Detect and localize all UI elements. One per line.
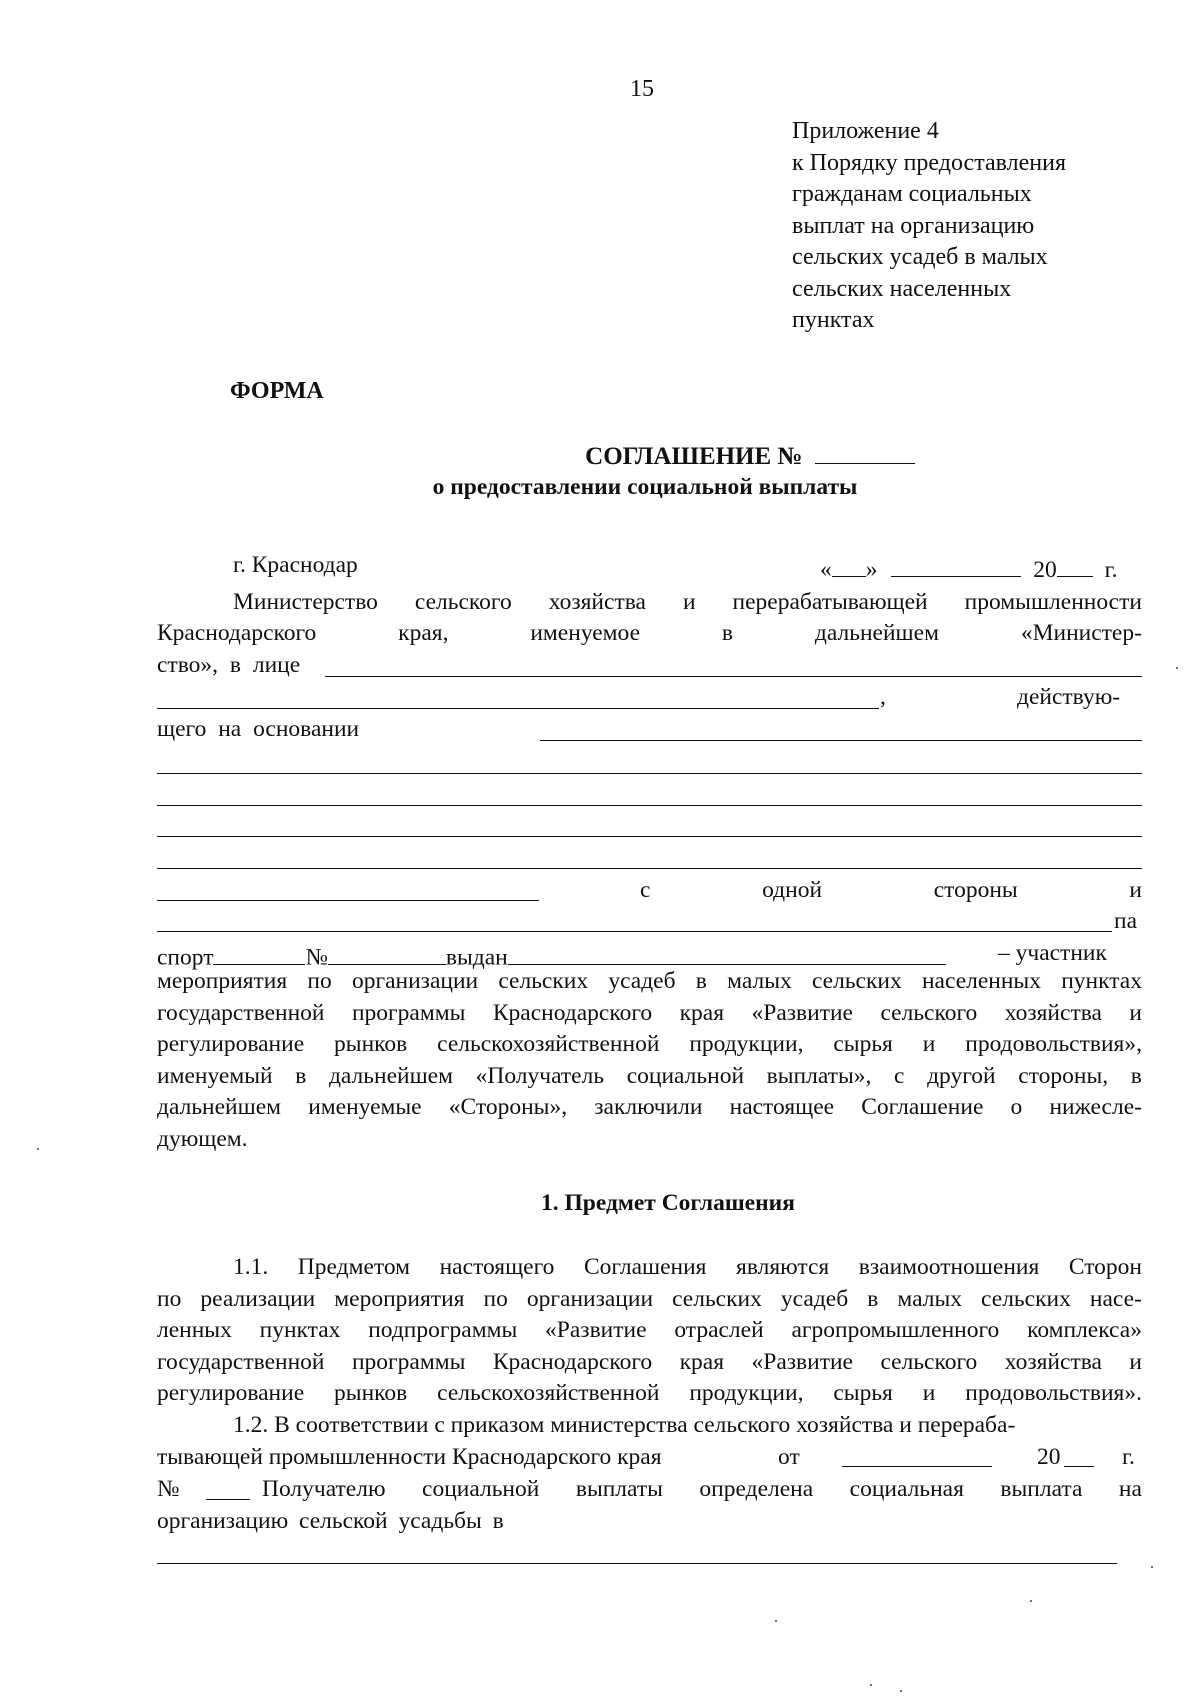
order-number-sign: №	[157, 1476, 180, 1502]
word: являются	[736, 1254, 830, 1280]
word: именуемый	[157, 1062, 273, 1089]
month-blank[interactable]	[891, 552, 1021, 577]
recipient-name-blank[interactable]	[157, 931, 1112, 932]
passport-issued-blank[interactable]	[508, 940, 946, 965]
body-line	[157, 1029, 1142, 1061]
word: усадеб	[608, 968, 676, 994]
word: выплаты	[575, 1476, 663, 1502]
word: сельского	[414, 589, 512, 615]
word: края	[679, 999, 725, 1026]
word: сельских	[811, 968, 902, 994]
word: «Развитие	[751, 999, 853, 1026]
word: в	[295, 1062, 307, 1089]
day-blank[interactable]	[832, 552, 866, 577]
word: стороны,	[1018, 1062, 1109, 1089]
word: Министерство	[233, 589, 378, 615]
scan-speck	[775, 1620, 777, 1622]
word: малых	[727, 968, 792, 994]
word: на	[1118, 1476, 1142, 1502]
party-blank[interactable]	[157, 900, 539, 901]
word: определена	[699, 1476, 814, 1502]
word: отраслей	[674, 1317, 764, 1343]
comma: ,	[880, 684, 886, 710]
word: края,	[398, 620, 449, 646]
acting-word: действую-	[1017, 684, 1121, 710]
word: дальнейшем	[814, 620, 939, 646]
body-line	[157, 1378, 1142, 1410]
word: хозяйства	[1004, 999, 1102, 1026]
body-line	[157, 1347, 1142, 1379]
paragraph-1-2-line-4: организацию сельской усадьбы в	[157, 1508, 504, 1534]
order-number-blank[interactable]	[206, 1499, 250, 1500]
word: промышленности	[964, 589, 1142, 615]
word: «Развитие	[751, 1348, 853, 1375]
blank-line[interactable]	[157, 836, 1142, 837]
order-from-word: от	[778, 1444, 800, 1470]
appendix-line: сельских усадеб в малых	[792, 244, 1048, 270]
word: регулирование	[157, 1380, 305, 1406]
year-blank[interactable]	[1057, 552, 1093, 577]
quote-open: «	[820, 556, 832, 583]
word: программы	[351, 1348, 466, 1375]
date-line	[820, 552, 1118, 584]
appendix-line: к Порядку предоставления	[792, 149, 1067, 176]
order-date-blank[interactable]	[842, 1466, 992, 1467]
word: выплаты»,	[766, 1062, 872, 1089]
scan-speck	[1176, 667, 1178, 669]
word: комплекса»	[1027, 1317, 1142, 1343]
word: и	[922, 1380, 936, 1406]
word: настоящего	[439, 1254, 555, 1280]
passport-hyphen-part: па	[1114, 908, 1138, 934]
blank-line[interactable]	[157, 805, 1142, 806]
word: Краснодарского	[492, 999, 653, 1026]
word: одной	[762, 877, 823, 903]
word: «Министер-	[1020, 620, 1142, 646]
word: именуемые	[308, 1094, 422, 1120]
intro-line-3: ство», в лице	[157, 652, 301, 678]
word: и	[1129, 999, 1142, 1026]
agreement-title-text: СОГЛАШЕНИЕ №	[585, 443, 803, 470]
word: и	[682, 589, 696, 615]
word: в	[721, 620, 734, 646]
word: сельскохозяйственной	[437, 1380, 660, 1406]
word: по	[307, 968, 332, 994]
body-line	[157, 998, 1142, 1030]
paragraph-1-2-line-3	[262, 1476, 1142, 1503]
word: организации	[351, 968, 479, 994]
word: сельских	[981, 1285, 1071, 1312]
word: Краснодарского	[157, 620, 317, 646]
word: «Получатель	[475, 1062, 605, 1089]
word: сельского	[880, 999, 978, 1026]
appendix-block	[792, 116, 1066, 337]
word: заключили	[594, 1094, 703, 1120]
word: дальнейшем	[328, 1062, 453, 1089]
forma-label: ФОРМА	[230, 378, 324, 404]
word: 1.1.	[233, 1254, 269, 1280]
participant-word: – участник	[998, 940, 1107, 966]
section-heading: 1. Предмет Соглашения	[541, 1190, 795, 1216]
passport-series-blank[interactable]	[213, 940, 305, 965]
word: по	[483, 1285, 508, 1312]
word: Предметом	[297, 1254, 411, 1280]
word: пунктах	[259, 1317, 341, 1343]
passport-number-blank[interactable]	[328, 940, 446, 965]
word: выдан	[445, 944, 508, 971]
blank-line[interactable]	[157, 773, 1142, 774]
word: Сторон	[1068, 1254, 1142, 1280]
word: продовольствия»,	[965, 1031, 1142, 1057]
word: продукции,	[689, 1031, 804, 1057]
quote-close: »	[865, 556, 878, 583]
representative-blank[interactable]	[325, 676, 1142, 677]
word: социальной	[626, 1062, 745, 1089]
scan-speck	[870, 1684, 872, 1686]
word: малых	[897, 1285, 962, 1312]
scan-speck	[1030, 1600, 1032, 1602]
order-year-blank[interactable]	[1064, 1466, 1094, 1467]
word: социальная	[849, 1476, 964, 1502]
body-line	[157, 1315, 1142, 1347]
year-prefix: 20	[1033, 556, 1057, 583]
word: усадеб	[780, 1285, 849, 1312]
word: пунктах	[1061, 968, 1142, 994]
body-line: дующем.	[157, 1125, 248, 1152]
word: «Стороны»,	[448, 1094, 568, 1120]
word: выплата	[1000, 1476, 1083, 1502]
word: сельского	[880, 1348, 978, 1375]
intro-line-2	[157, 620, 1142, 647]
scan-speck	[900, 1690, 902, 1692]
word: и	[922, 1031, 936, 1057]
intro-line-1	[233, 589, 1142, 616]
word: Соглашения	[583, 1254, 707, 1280]
word: Получателю	[262, 1476, 386, 1502]
word: мероприятия	[334, 1285, 465, 1312]
word: в	[867, 1285, 879, 1312]
word: сырья	[833, 1380, 893, 1406]
word: организации	[526, 1285, 654, 1312]
word: программы	[351, 999, 466, 1026]
word: перерабатывающей	[732, 589, 928, 615]
word: государственной	[157, 1348, 325, 1375]
word: нижесле-	[1049, 1094, 1142, 1120]
word: рынков	[334, 1031, 408, 1057]
word: государственной	[157, 999, 325, 1026]
paragraph-1-1	[157, 1252, 1142, 1410]
order-year-suffix: г.	[1122, 1444, 1135, 1470]
word: и	[1129, 1348, 1142, 1375]
word: №	[305, 944, 328, 971]
appendix-line: пунктах	[792, 307, 875, 333]
body-line	[157, 966, 1142, 998]
body-line	[157, 1284, 1142, 1316]
word: хозяйства	[1004, 1348, 1102, 1375]
paragraph-1-2-line-1: 1.2. В соответствии с приказом министерства сельского хозяйства и перераба-	[233, 1412, 1016, 1438]
paragraph-1-2-line-2: тывающей промышленности Краснодарского края	[157, 1444, 662, 1470]
appendix-line: Приложение 4	[792, 118, 939, 144]
intro-body	[157, 966, 1142, 1155]
appendix-line: выплат на организацию	[792, 212, 1035, 239]
word: населенных	[921, 968, 1041, 994]
word: стороны	[933, 877, 1018, 903]
word: дальнейшем	[157, 1094, 282, 1120]
body-line	[157, 1092, 1142, 1124]
word: рынков	[334, 1380, 408, 1406]
word: в	[695, 968, 707, 994]
word: регулирование	[157, 1031, 305, 1057]
word: Соглашение	[861, 1094, 984, 1120]
word: продовольствия».	[965, 1380, 1142, 1406]
word: насе-	[1089, 1285, 1142, 1312]
intro-line-9	[640, 877, 1142, 904]
word: настоящее	[729, 1094, 835, 1120]
word: сельскохозяйственной	[437, 1031, 660, 1057]
scan-speck	[1151, 1566, 1153, 1568]
word: агропромышленного	[791, 1317, 1000, 1343]
word: социальной	[422, 1476, 540, 1502]
word: спорт	[157, 944, 214, 971]
word: сельских	[498, 968, 589, 994]
word: с	[640, 877, 651, 903]
word: сырья	[833, 1031, 893, 1057]
word: о	[1010, 1094, 1023, 1120]
body-line	[157, 1252, 1142, 1284]
word: с	[894, 1062, 905, 1089]
city: г. Краснодар	[233, 552, 358, 578]
word: продукции,	[689, 1380, 804, 1406]
appendix-line: гражданам социальных	[792, 181, 1032, 207]
word: «Развитие	[545, 1317, 647, 1343]
location-blank[interactable]	[157, 1563, 1117, 1564]
agreement-subtitle: о предоставлении социальной выплаты	[432, 474, 858, 500]
word: сельских	[672, 1285, 762, 1312]
word: Краснодарского	[492, 1348, 653, 1375]
word: ленных	[157, 1317, 232, 1343]
word: и	[1129, 877, 1142, 903]
body-line	[157, 1061, 1142, 1093]
agreement-number-blank[interactable]	[815, 438, 915, 464]
word: хозяйства	[548, 589, 646, 615]
word: подпрограммы	[368, 1317, 518, 1343]
word: другой	[927, 1062, 996, 1089]
word: реализации	[200, 1285, 316, 1312]
scan-speck	[37, 1148, 39, 1150]
word: края	[679, 1348, 725, 1375]
basis-blank[interactable]	[540, 740, 1142, 741]
order-year-prefix: 20	[1037, 1444, 1061, 1470]
word: по	[157, 1285, 182, 1312]
word: мероприятия	[157, 968, 288, 994]
representative-blank-2[interactable]	[157, 708, 879, 709]
intro-line-5: щего на основании	[157, 716, 360, 742]
word: взаимоотношения	[858, 1254, 1040, 1280]
appendix-line: сельских населенных	[792, 275, 1012, 302]
word: в	[1130, 1062, 1142, 1089]
agreement-title	[150, 438, 1200, 471]
page-number: 15	[630, 76, 654, 102]
word: именуемое	[530, 620, 641, 646]
blank-line[interactable]	[157, 868, 1142, 869]
year-suffix: г.	[1104, 556, 1118, 583]
